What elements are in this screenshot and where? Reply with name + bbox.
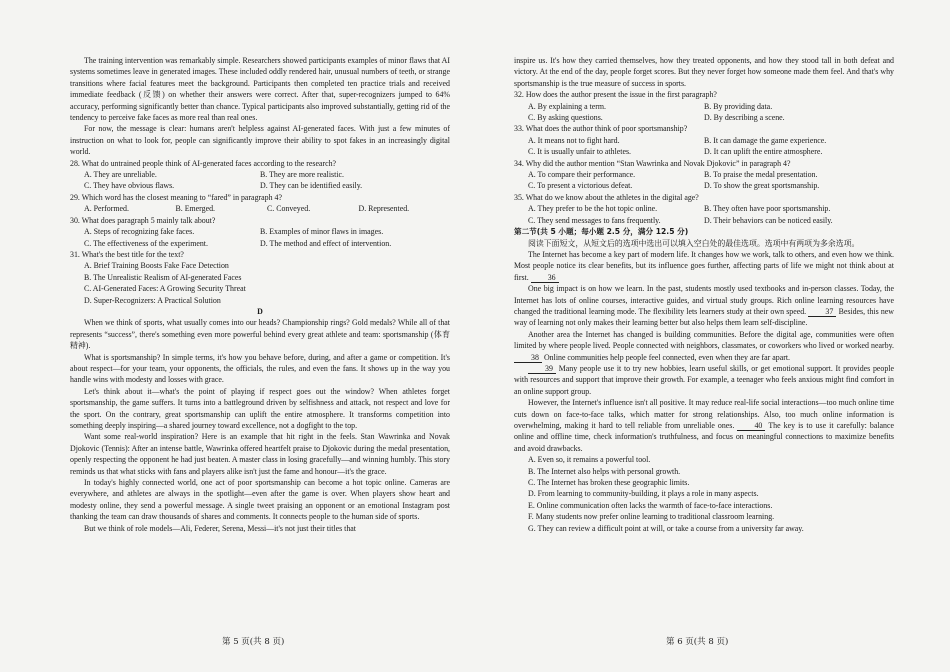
blank-36: 36 bbox=[531, 273, 559, 283]
option: B. Emerged. bbox=[175, 204, 216, 214]
passage-c-paragraph: For now, the message is clear: humans aren't helpless against AI-generated faces. With just a few minutes of instruction on what to look for, people can significantly improve their ability to spot fakes in an increasingly digital world. bbox=[70, 124, 450, 157]
option: D. The method and effect of intervention. bbox=[260, 238, 392, 248]
option: D. Represented. bbox=[358, 204, 410, 214]
question-33: 33. What does the author think of poor sportsmanship? bbox=[514, 124, 688, 134]
blank-38: 38 bbox=[514, 353, 542, 363]
cloze-paragraph: 39 Many people use it to try new hobbies, learn useful skills, or get emotional support. It provides people with resources and support that improve their growth. For example, a teenager who feels anxious might find comfort in an online support group. bbox=[514, 363, 895, 396]
option: B. They often have poor sportsmanship. bbox=[704, 204, 831, 214]
cloze-paragraph: However, the Internet's influence isn't all positive. It may reduce real-life social interactions—too much online time cuts down on face-to-face talks, which matter for strong relationships. Also, too much online information is overwhelming, making it hard to tell reliable from unreliable ones. 40 The key is to use it carefully: balance online and offline time, check information's truthfulness, and focus on meaningful connections to maximize benefits and avoid drawbacks. bbox=[514, 398, 894, 453]
question-28: 28. What do untrained people think of AI-generated faces according to the research? bbox=[70, 158, 337, 168]
option: B. The Unrealistic Realism of AI-generated Faces bbox=[84, 272, 242, 282]
question-28-options bbox=[70, 169, 450, 180]
section-instructions: 阅读下面短文，从短文后的选项中选出可以填入空白处的最佳选项。选项中有两项为多余选项。 bbox=[528, 238, 860, 248]
option: A. To compare their performance. bbox=[528, 170, 636, 180]
question-30-options bbox=[70, 226, 450, 237]
question-31: 31. What's the best title for the text? bbox=[70, 249, 184, 259]
option: D. Their behaviors can be noticed easily. bbox=[704, 215, 833, 225]
cloze-option: B. The Internet also helps with personal growth. bbox=[528, 466, 681, 476]
cloze-paragraph: The Internet has become a key part of modern life. It changes how we work, talk to others, and even how we think. Most people notice its clear benefits, but its influence goes further, affecting parts of life we might not think about at first. 36 bbox=[514, 249, 894, 282]
option: C. To present a victorious defeat. bbox=[528, 181, 633, 191]
option: B. Examples of minor flaws in images. bbox=[260, 227, 384, 237]
option: A. By explaining a term. bbox=[528, 101, 607, 111]
option: D. By describing a scene. bbox=[704, 113, 785, 123]
passage-d-paragraph: What is sportsmanship? In simple terms, it's how you behave before, during, and after a game or competition. It's about respect—for your team, your opponents, the officials, the rules, and even the fans. It shows up in the way you handle wins with modesty and losses with grace. bbox=[70, 352, 450, 385]
option: B. To praise the medal presentation. bbox=[704, 170, 818, 180]
passage-d-paragraph: When we think of sports, what usually comes into our heads? Championship rings? Gold medals? While all of that represents “success”, there's something even more powerful behind every great athlete and team: sportsmanship (体育精神). bbox=[70, 318, 450, 351]
option: C. They have obvious flaws. bbox=[84, 181, 175, 191]
option: C. It is usually unfair to athletes. bbox=[528, 147, 631, 157]
question-32: 32. How does the author present the issue in the first paragraph? bbox=[514, 90, 717, 100]
passage-d-paragraph: Want some real-world inspiration? Here is an example that hit right in the feels. Stan Wawrinka and Novak Djokovic (Tennis): After an intense battle, Wawrinka offered heartfelt praise to Djokovic during the medal presentation, openly respecting the opponent he had just beaten. A master class in losing gracefully—and winning humbly. This story reminds us that what sticks with fans and players alike isn't just the fame and honour—it's the grace. bbox=[70, 432, 450, 476]
cloze-option: F. Many students now prefer online learning to traditional classroom learning. bbox=[528, 512, 775, 522]
cloze-option: C. The Internet has broken these geographic limits. bbox=[528, 478, 690, 488]
page-number-right: 第 6 页(共 8 页) bbox=[666, 637, 729, 647]
passage-d-label: D bbox=[257, 306, 263, 316]
question-30: 30. What does paragraph 5 mainly talk about? bbox=[70, 215, 216, 225]
option: C. The effectiveness of the experiment. bbox=[84, 238, 208, 248]
option: B. It can damage the game experience. bbox=[704, 135, 827, 145]
cloze-paragraph: Another area the Internet has changed is building communities. Before the digital age, communities were often limited by where people lived. People connected with neighbors, classmates, or coworkers who lived or worked nearby. 38 Online communities help people feel connected, even when they are far apart. bbox=[514, 329, 894, 362]
option: D. Super-Recognizers: A Practical Solution bbox=[84, 295, 221, 305]
page-number-left: 第 5 页(共 8 页) bbox=[222, 637, 285, 647]
option: A. It means not to fight hard. bbox=[528, 135, 620, 145]
question-29-options bbox=[70, 203, 450, 214]
option: C. By asking questions. bbox=[528, 113, 603, 123]
option: C. AI-Generated Faces: A Growing Security Threat bbox=[84, 284, 246, 294]
option: D. It can uplift the entire atmosphere. bbox=[704, 147, 823, 157]
option: B. By providing data. bbox=[704, 101, 773, 111]
option: A. They are unreliable. bbox=[84, 170, 157, 180]
cloze-paragraph: One big impact is on how we learn. In the past, students mostly used textbooks and in-person classes. Today, the Internet has lots of online courses, interactive guides, and virtual study groups. Rich online learning resources have changed the traditional learning mode. The flexibility lets learners study at their own speed. 37 Besides, this new way of learning not only makes their learning better but also helps them learn self-discipline. bbox=[514, 284, 895, 328]
option: A. They prefer to be the hot topic online. bbox=[528, 204, 658, 214]
blank-39: 39 bbox=[528, 364, 556, 374]
option: A. Brief Training Boosts Fake Face Detection bbox=[84, 261, 229, 271]
passage-c-paragraph: The training intervention was remarkably simple. Researchers showed participants examples of minor flaws that AI systems sometimes leave in generated images. These included oddly rendered hair, unusual numbers of teeth, or strange transitions where facial features meet the background. Participants then completed ten practice trials and received immediate feedback (反馈) on whether their answers were correct. After that, super-recognizers jumped to 64% accuracy, performing significantly better than chance. Typical participants also improved substantially, getting rid of the tendency to perceive fake faces as more real than real ones. bbox=[70, 56, 450, 123]
cloze-option: G. They can review a difficult point at will, or take a course from a university far away. bbox=[528, 523, 804, 533]
cloze-option: D. From learning to community-building, it plays a role in many aspects. bbox=[528, 489, 759, 499]
option: A. Performed. bbox=[84, 204, 129, 214]
passage-d-paragraph: But we think of role models—Ali, Federer, Serena, Messi—it's not just their titles that bbox=[84, 523, 356, 533]
question-35: 35. What do we know about the athletes in the digital age? bbox=[514, 192, 699, 202]
option: D. They can be identified easily. bbox=[260, 181, 363, 191]
blank-37: 37 bbox=[808, 307, 836, 317]
option: C. Conveyed. bbox=[267, 204, 311, 214]
option: A. Steps of recognizing fake faces. bbox=[84, 227, 195, 237]
option: C. They send messages to fans frequently. bbox=[528, 215, 661, 225]
passage-d-paragraph: Let's think about it—what's the point of playing if respect goes out the window? When athletes forget sportsmanship, the game suffers. It turns into a battleground driven by selfishness and attack, not respect and love for the sport. On the contrary, great sportsmanship can uplift the entire atmosphere. It transforms competition into something deeply inspiring—a shared journey toward excellence, not a dogfight to the top. bbox=[70, 386, 450, 430]
section-heading: 第二节(共 5 小题；每小题 2.5 分，满分 12.5 分) bbox=[514, 227, 689, 237]
option: B. They are more realistic. bbox=[260, 170, 344, 180]
question-29: 29. Which word has the closest meaning to “fared” in paragraph 4? bbox=[70, 192, 282, 202]
passage-d-paragraph: In today's highly connected world, one act of poor sportsmanship can become a hot topic online. Cameras are everywhere, and athletes are always in the spotlight—even after the game is over. When players show heart and modesty online, they send a powerful message. A single tweet praising an opponent or an emotional Instagram post thanking the team can draw thousands of shares and comments. It connects people to the human side of sports. bbox=[70, 478, 450, 522]
cloze-option: E. Online communication often lacks the warmth of face-to-face interactions. bbox=[528, 500, 773, 510]
cloze-option: A. Even so, it remains a powerful tool. bbox=[528, 455, 651, 465]
question-34: 34. Why did the author mention “Stan Wawrinka and Novak Djokovic” in paragraph 4? bbox=[514, 158, 791, 168]
passage-d-paragraph: inspire us. It's how they carried themselves, how they treated opponents, and how they stood tall in both defeat and victory. At the end of the day, people forget scores. But they never forget how someone made them feel. And that's why sportsmanship is the true measure of success in sports. bbox=[514, 56, 894, 88]
blank-40: 40 bbox=[737, 421, 765, 431]
option: D. To show the great sportsmanship. bbox=[704, 181, 820, 191]
right-page bbox=[514, 55, 894, 534]
left-page bbox=[70, 55, 450, 534]
